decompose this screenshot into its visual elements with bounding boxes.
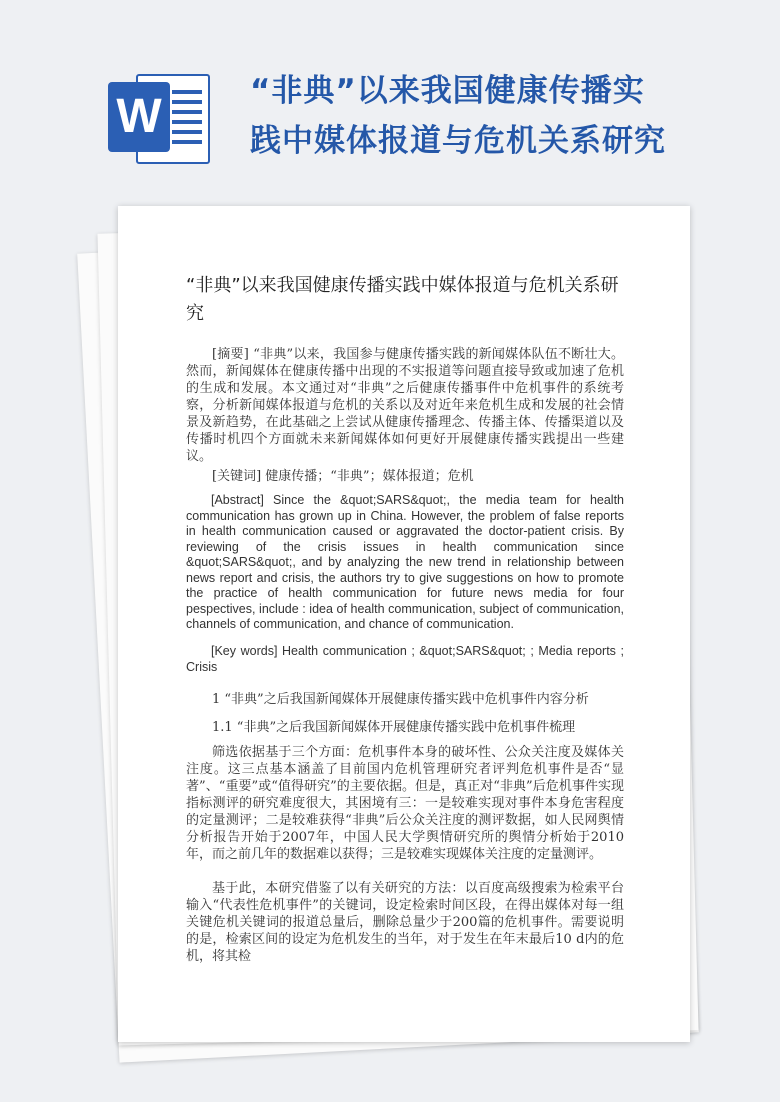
word-document-icon <box>108 68 208 164</box>
paragraph-1-text: 筛选依据基于三个方面：危机事件本身的破坏性、公众关注度及媒体关注度。这三点基本涵盖了目前国内危机管理研究者评判危机事件是否“显著”、“重要”或“值得研究”的主要依据。但是，真正对“非典”后危机事件实现指标测评的研究难度很大，其困境有三：一是较难实现对事件本身危害程度的定量测评；二是较难获得“非典”后公众关注度的测评数据，如人民网舆情分析报告开始于2007年，中国人民大学舆情研究所的舆情分析始于2010年，而之前几年的数据难以获得；三是较难实现媒体关注度的定量测评。 <box>186 745 624 862</box>
paragraph-1 <box>186 744 624 863</box>
header-title-line2: 践中媒体报道与危机关系研究 <box>250 123 666 159</box>
header-title <box>250 66 670 166</box>
abstract-cn-text: [摘要] “非典”以来，我国参与健康传播实践的新闻媒体队伍不断壮大。然而，新闻媒体在健康传播中出现的不实报道等问题直接导致或加速了危机的生成和发展。本文通过对“非典”之后健康传播事件中危机事件的系统考察，分析新闻媒体报道与危机的关系以及对近年来危机生成和发展的社会情景及新趋势，在此基础之上尝试从健康传播理念、传播主体、传播渠道以及传播时机四个方面就未来新闻媒体如何更好开展健康传播实践提出一些建议。 <box>186 347 624 464</box>
word-logo-letter: W <box>108 82 170 152</box>
document-page <box>118 206 690 1042</box>
section-heading-1: 1 “非典”之后我国新闻媒体开展健康传播实践中危机事件内容分析 <box>212 692 589 707</box>
header-banner <box>0 0 780 200</box>
keywords-en <box>186 644 624 675</box>
header-title-line1: “非典”以来我国健康传播实 <box>250 73 645 109</box>
keywords-cn: [关键词] 健康传播；“非典”；媒体报道；危机 <box>212 469 474 484</box>
abstract-cn <box>186 346 624 465</box>
paragraph-2-text: 基于此，本研究借鉴了以有关研究的方法：以百度高级搜索为检索平台输入“代表性危机事件”的关键词，设定检索时间区段，在得出媒体对每一组关键危机关键词的报道总量后，删除总量少于200篇的危机事件。需要说明的是，检索区间的设定为危机发生的当年，对于发生在年末最后10 d内的危机，将其检 <box>186 881 624 964</box>
keywords-en-text: [Key words] Health communication ; &quot;SARS&quot; ; Media reports ; Crisis <box>186 644 624 674</box>
document-title: “非典”以来我国健康传播实践中媒体报道与危机关系研究 <box>186 275 619 324</box>
abstract-en <box>186 493 624 633</box>
abstract-en-text: [Abstract] Since the &quot;SARS&quot;, the media team for health communication has grown up in China. However, the problem of false reports in health communication caused or aggravated the doctor-patient crisis. By reviewing of the crisis issues in health communication since &quot;SARS&quot;, and by analyzing the new trend in relationship between news report and crisis, the authors try to give suggestions on how to promote the practice of health communication for future news media for four pespectives, include : idea of health communication, subject of communication, channels of communication, and chance of communication. <box>186 493 624 631</box>
paragraph-2 <box>186 880 624 965</box>
section-heading-1-1: 1.1 “非典”之后我国新闻媒体开展健康传播实践中危机事件梳理 <box>212 720 576 735</box>
